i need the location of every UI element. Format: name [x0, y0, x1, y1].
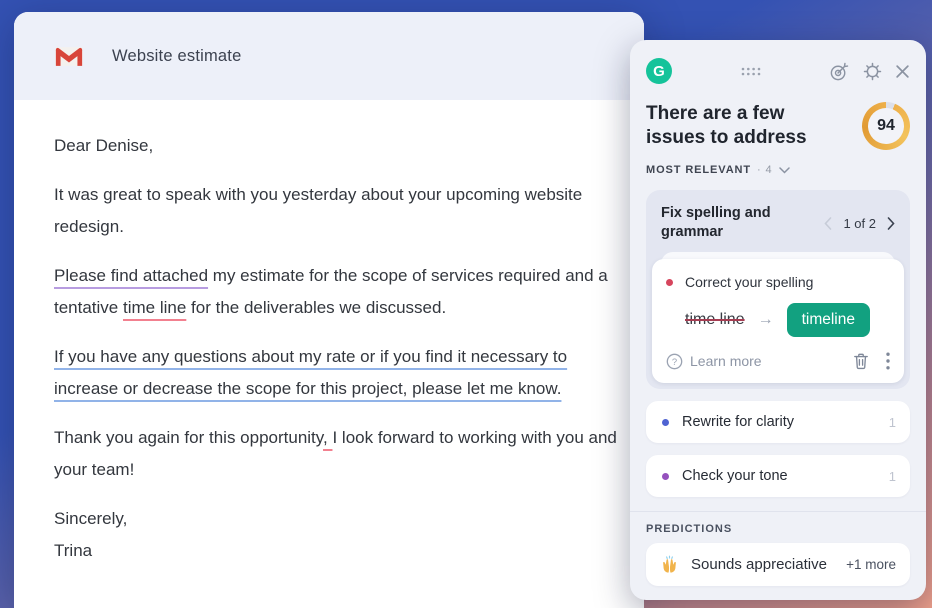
section-count: · 4: [757, 164, 773, 176]
check-tone-card[interactable]: Check your tone 1: [646, 455, 910, 497]
raised-hands-icon: [660, 555, 679, 574]
clarity-dot: [662, 419, 669, 426]
fix-spelling-group-card: [646, 190, 910, 389]
question-circle-icon: [666, 353, 683, 370]
svg-text:?: ?: [671, 356, 678, 368]
spelling-dot: [666, 279, 673, 286]
email-subject-title: Website estimate: [112, 46, 242, 65]
email-closing: Sincerely,: [54, 509, 128, 528]
trash-icon[interactable]: [853, 352, 869, 370]
email-body-editor[interactable]: [14, 100, 626, 567]
suggestion-underline-wordiness[interactable]: Please find attached: [54, 266, 209, 285]
email-paragraph: Dear Denise,: [54, 136, 154, 155]
suggestion-category: Correct your spelling: [685, 274, 814, 290]
clarity-count-badge: 1: [888, 414, 896, 430]
group-title: Fix spelling and grammar: [661, 205, 771, 240]
suggestion-card: [652, 259, 904, 383]
score-value: 94: [868, 108, 904, 144]
chevron-down-icon: [779, 167, 790, 174]
suggestion-underline-spelling[interactable]: time line: [123, 298, 187, 317]
original-text: time line: [685, 311, 745, 328]
gmail-logo-icon: [54, 45, 84, 68]
suggestion-underline-clarity[interactable]: If you have any questions about my rate or if you find it necessary to increase or decrease the scope for this project, please let me know.: [54, 347, 568, 398]
divider: [630, 511, 926, 512]
score-ring: [862, 102, 910, 150]
email-window: [14, 12, 644, 608]
email-paragraph: Thank you again for this opportunity, I look forward to working with you and your team!: [54, 428, 617, 479]
predictions-section-label: PREDICTIONS: [646, 523, 733, 535]
grammarly-panel: [630, 40, 926, 600]
tone-count-badge: 1: [888, 468, 896, 484]
most-relevant-toggle[interactable]: [646, 164, 910, 176]
email-signature: Trina: [54, 541, 93, 560]
arrow-right-icon: →: [757, 311, 774, 328]
suggestion-underline-comma[interactable]: ,: [323, 428, 333, 447]
goals-target-icon[interactable]: [829, 61, 850, 82]
chevron-left-icon[interactable]: [824, 217, 832, 230]
more-predictions-link[interactable]: +1 more: [846, 557, 896, 572]
drag-handle-icon[interactable]: [741, 67, 761, 76]
close-icon[interactable]: [895, 64, 910, 79]
section-label: MOST RELEVANT: [646, 164, 751, 176]
pagination-label: 1 of 2: [843, 215, 876, 231]
panel-header: [646, 54, 910, 88]
email-paragraph: It was great to speak with you yesterday about your upcoming website redesign.: [54, 185, 583, 236]
email-paragraph: Please find attached my estimate for the scope of services required and a tentative time line for the deliverables we discussed.: [54, 266, 608, 317]
gear-icon[interactable]: [863, 62, 882, 81]
tone-dot: [662, 473, 669, 480]
kebab-menu-icon[interactable]: [886, 352, 890, 370]
learn-more-link[interactable]: ? Learn more: [666, 353, 762, 370]
prediction-card[interactable]: Sounds appreciative +1 more: [646, 543, 910, 586]
panel-heading: There are a few issues to address: [646, 103, 807, 148]
accept-suggestion-button[interactable]: timeline: [787, 303, 870, 337]
email-paragraph: [54, 341, 626, 405]
email-header: [14, 12, 644, 100]
rewrite-clarity-card[interactable]: Rewrite for clarity 1: [646, 401, 910, 443]
chevron-right-icon[interactable]: [887, 217, 895, 230]
grammarly-logo-icon: G: [646, 58, 672, 84]
